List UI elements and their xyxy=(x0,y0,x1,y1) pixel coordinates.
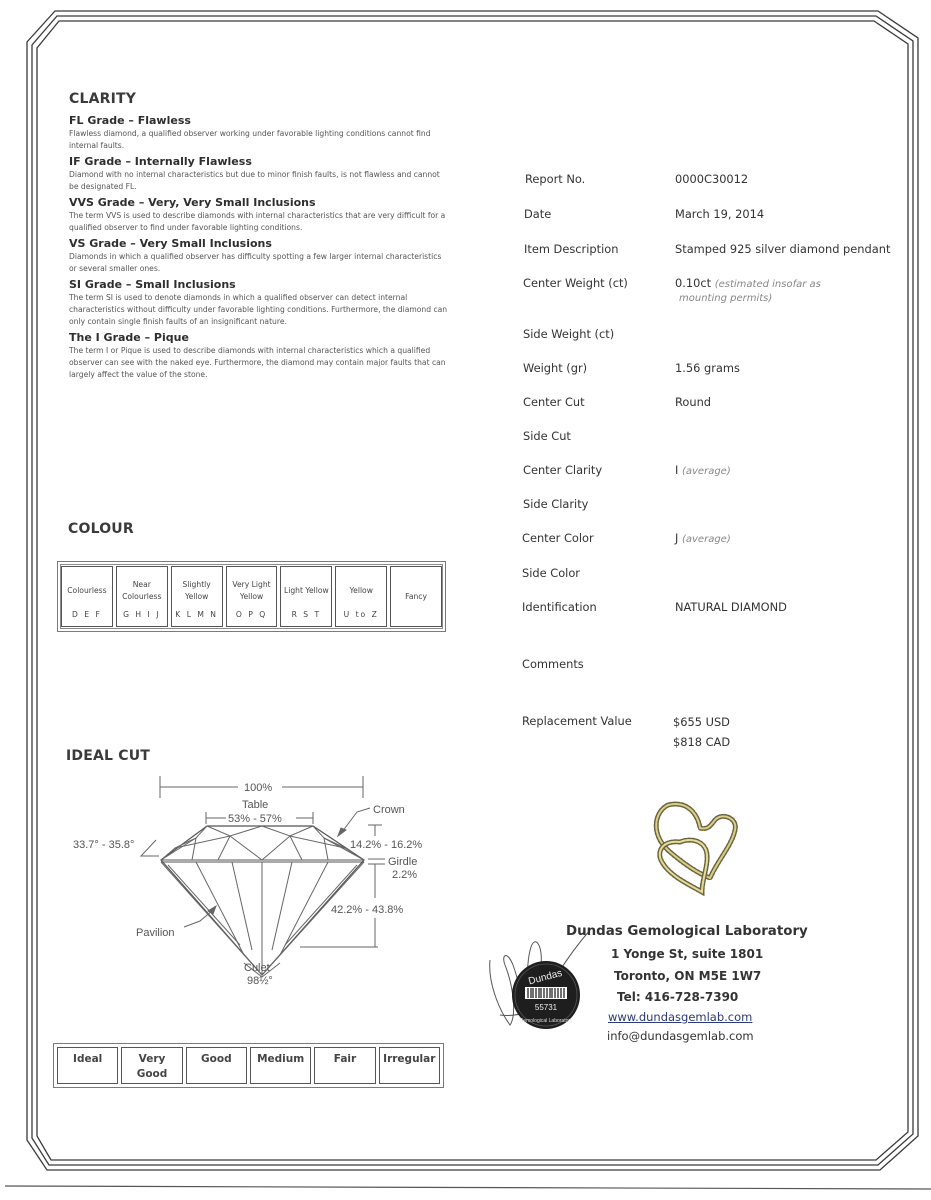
cut-grade-cell: Very Good xyxy=(121,1047,182,1084)
colour-label: Light Yellow xyxy=(283,585,329,595)
colour-heading: COLOUR xyxy=(68,521,134,537)
clarity-grade-si xyxy=(69,277,449,328)
cut-grade-cell: Fair xyxy=(314,1047,375,1084)
cut-grade-cell: Ideal xyxy=(57,1047,118,1084)
field-value: March 19, 2014 xyxy=(675,207,765,221)
pendant-photo xyxy=(640,790,750,900)
grade-title: VS Grade – Very Small Inclusions xyxy=(69,237,272,250)
lab-phone: Tel: 416-728-7390 xyxy=(617,990,739,1004)
field-value: Stamped 925 silver diamond pendant xyxy=(675,242,891,256)
colour-label: Colourless xyxy=(67,585,107,595)
value-cad: $818 CAD xyxy=(673,735,731,749)
seal-top-text: Dundas xyxy=(527,967,564,988)
clarity-grade-if xyxy=(69,154,449,193)
clarity-grade-i xyxy=(69,330,449,381)
colour-code: D E F xyxy=(72,609,102,619)
value-note-line2: mounting permits) xyxy=(679,293,773,304)
field-label: Side Cut xyxy=(523,429,571,443)
field-value xyxy=(675,463,731,477)
lab-name: Dundas Gemological Laboratory xyxy=(566,924,808,939)
cut-grade-table xyxy=(53,1043,444,1088)
grade-title: The I Grade – Pique xyxy=(69,331,189,344)
grade-description: Diamonds in which a qualified observer has difficulty spotting a few larger internal characteristics or several smaller ones. xyxy=(69,252,442,273)
field-value: 0000C30012 xyxy=(675,172,749,186)
field-label: Side Color xyxy=(522,566,580,580)
colour-label: Slightly Yellow xyxy=(182,579,211,601)
colour-cell xyxy=(171,566,223,627)
value-text: I xyxy=(675,463,679,477)
lab-website-link[interactable]: www.dundasgemlab.com xyxy=(608,1010,753,1024)
colour-label: Yellow xyxy=(349,585,373,595)
diamond-proportions-diagram xyxy=(60,770,450,990)
colour-cell xyxy=(116,566,168,627)
lab-email: info@dundasgemlab.com xyxy=(607,1029,754,1043)
grade-title: SI Grade – Small Inclusions xyxy=(69,278,236,291)
clarity-grade-vs xyxy=(69,236,449,275)
grade-title: VVS Grade – Very, Very Small Inclusions xyxy=(69,196,316,209)
signature-and-seal xyxy=(485,925,595,1040)
clarity-heading: CLARITY xyxy=(69,91,137,107)
crown-angle: 33.7° - 35.8° xyxy=(73,839,135,851)
field-label: Center Weight (ct) xyxy=(523,276,628,290)
seal-number: 55731 xyxy=(534,1003,558,1012)
colour-scale-table xyxy=(57,561,446,632)
table-range: 53% - 57% xyxy=(228,813,282,825)
lab-address-line1: 1 Yonge St, suite 1801 xyxy=(611,947,764,961)
grade-description: The term I or Pique is used to describe diamonds with internal characteristics which a qualified observer can see with the naked eye. Furthermore, the diamond may contain major faults that can largely affect the value of the stone. xyxy=(69,346,446,379)
field-value: NATURAL DIAMOND xyxy=(675,600,787,614)
field-label: Comments xyxy=(522,657,584,671)
colour-label: Very Light Yellow xyxy=(232,579,271,601)
field-value: Round xyxy=(675,395,712,409)
pavilion-depth: 42.2% - 43.8% xyxy=(331,904,404,916)
colour-code: U to Z xyxy=(343,609,379,619)
clarity-grade-vvs xyxy=(69,195,449,234)
table-label: Table xyxy=(242,799,269,811)
girdle-label: Girdle xyxy=(388,856,418,868)
colour-cell-fancy xyxy=(390,566,442,627)
grade-description: The term SI is used to denote diamonds in which a qualified observer can detect internal characteristics without difficulty under favorable lighting conditions. Furthermore, the diamond can only contain single finish faults of an insignificant nature. xyxy=(69,293,448,326)
lab-address-line2: Toronto, ON M5E 1W7 xyxy=(614,969,762,983)
value-note: (average) xyxy=(681,466,731,477)
grade-title: IF Grade – Internally Flawless xyxy=(69,155,252,168)
field-value: 1.56 grams xyxy=(675,361,740,375)
value-usd: $655 USD xyxy=(673,715,730,729)
field-label: Identification xyxy=(522,600,597,614)
colour-label: Fancy xyxy=(405,591,427,601)
field-value xyxy=(675,276,821,304)
width-label: 100% xyxy=(244,782,273,794)
grade-description: Diamond with no internal characteristics but due to minor finish faults, is not flawless and cannot be designated FL. xyxy=(69,170,440,191)
field-label: Side Clarity xyxy=(523,497,589,511)
culet-value: 98½° xyxy=(247,975,273,987)
field-label: Center Clarity xyxy=(523,463,603,477)
culet-label: Culet xyxy=(244,962,270,974)
value-text: J xyxy=(675,531,679,545)
crown-height: 14.2% - 16.2% xyxy=(350,839,423,851)
pavilion-label: Pavilion xyxy=(136,927,175,939)
field-label: Date xyxy=(524,207,552,221)
grade-description: Flawless diamond, a qualified observer working under favorable lighting conditions cannot find internal faults. xyxy=(69,129,431,150)
value-text: 0.10ct xyxy=(675,276,712,290)
girdle-value: 2.2% xyxy=(392,869,418,881)
field-label: Center Cut xyxy=(523,395,585,409)
field-label: Replacement Value xyxy=(522,714,632,728)
cut-grade-cell: Irregular xyxy=(379,1047,440,1084)
value-note: (average) xyxy=(681,534,731,545)
grade-title: FL Grade – Flawless xyxy=(69,114,191,127)
cut-grade-cell: Good xyxy=(186,1047,247,1084)
clarity-section xyxy=(69,91,449,383)
colour-code: K L M N xyxy=(175,609,218,619)
colour-code: R S T xyxy=(291,609,322,619)
colour-label: Near Colourless xyxy=(122,579,162,601)
value-note: (estimated insofar as xyxy=(714,279,821,290)
colour-cell xyxy=(61,566,113,627)
field-value xyxy=(673,712,730,752)
field-label: Side Weight (ct) xyxy=(523,327,615,341)
seal-bottom-text: Gemological Laboratory xyxy=(519,1018,573,1024)
field-label: Report No. xyxy=(525,172,586,186)
colour-cell xyxy=(335,566,387,627)
field-label: Weight (gr) xyxy=(523,361,588,375)
field-label: Center Color xyxy=(522,531,594,545)
colour-cell xyxy=(280,566,332,627)
colour-code: O P Q xyxy=(235,609,268,619)
colour-code: G H I J xyxy=(123,609,161,619)
crown-label: Crown xyxy=(373,804,405,816)
lab-seal-icon xyxy=(512,961,580,1029)
clarity-grade-fl xyxy=(69,113,449,152)
field-label: Item Description xyxy=(524,242,619,256)
grade-description: The term VVS is used to describe diamonds with internal characteristics that are very difficult for a qualified observer to find under favorable lighting conditions. xyxy=(69,211,446,232)
ideal-cut-heading: IDEAL CUT xyxy=(66,748,151,764)
cut-grade-cell: Medium xyxy=(250,1047,311,1084)
field-value xyxy=(675,531,731,545)
colour-cell xyxy=(226,566,278,627)
